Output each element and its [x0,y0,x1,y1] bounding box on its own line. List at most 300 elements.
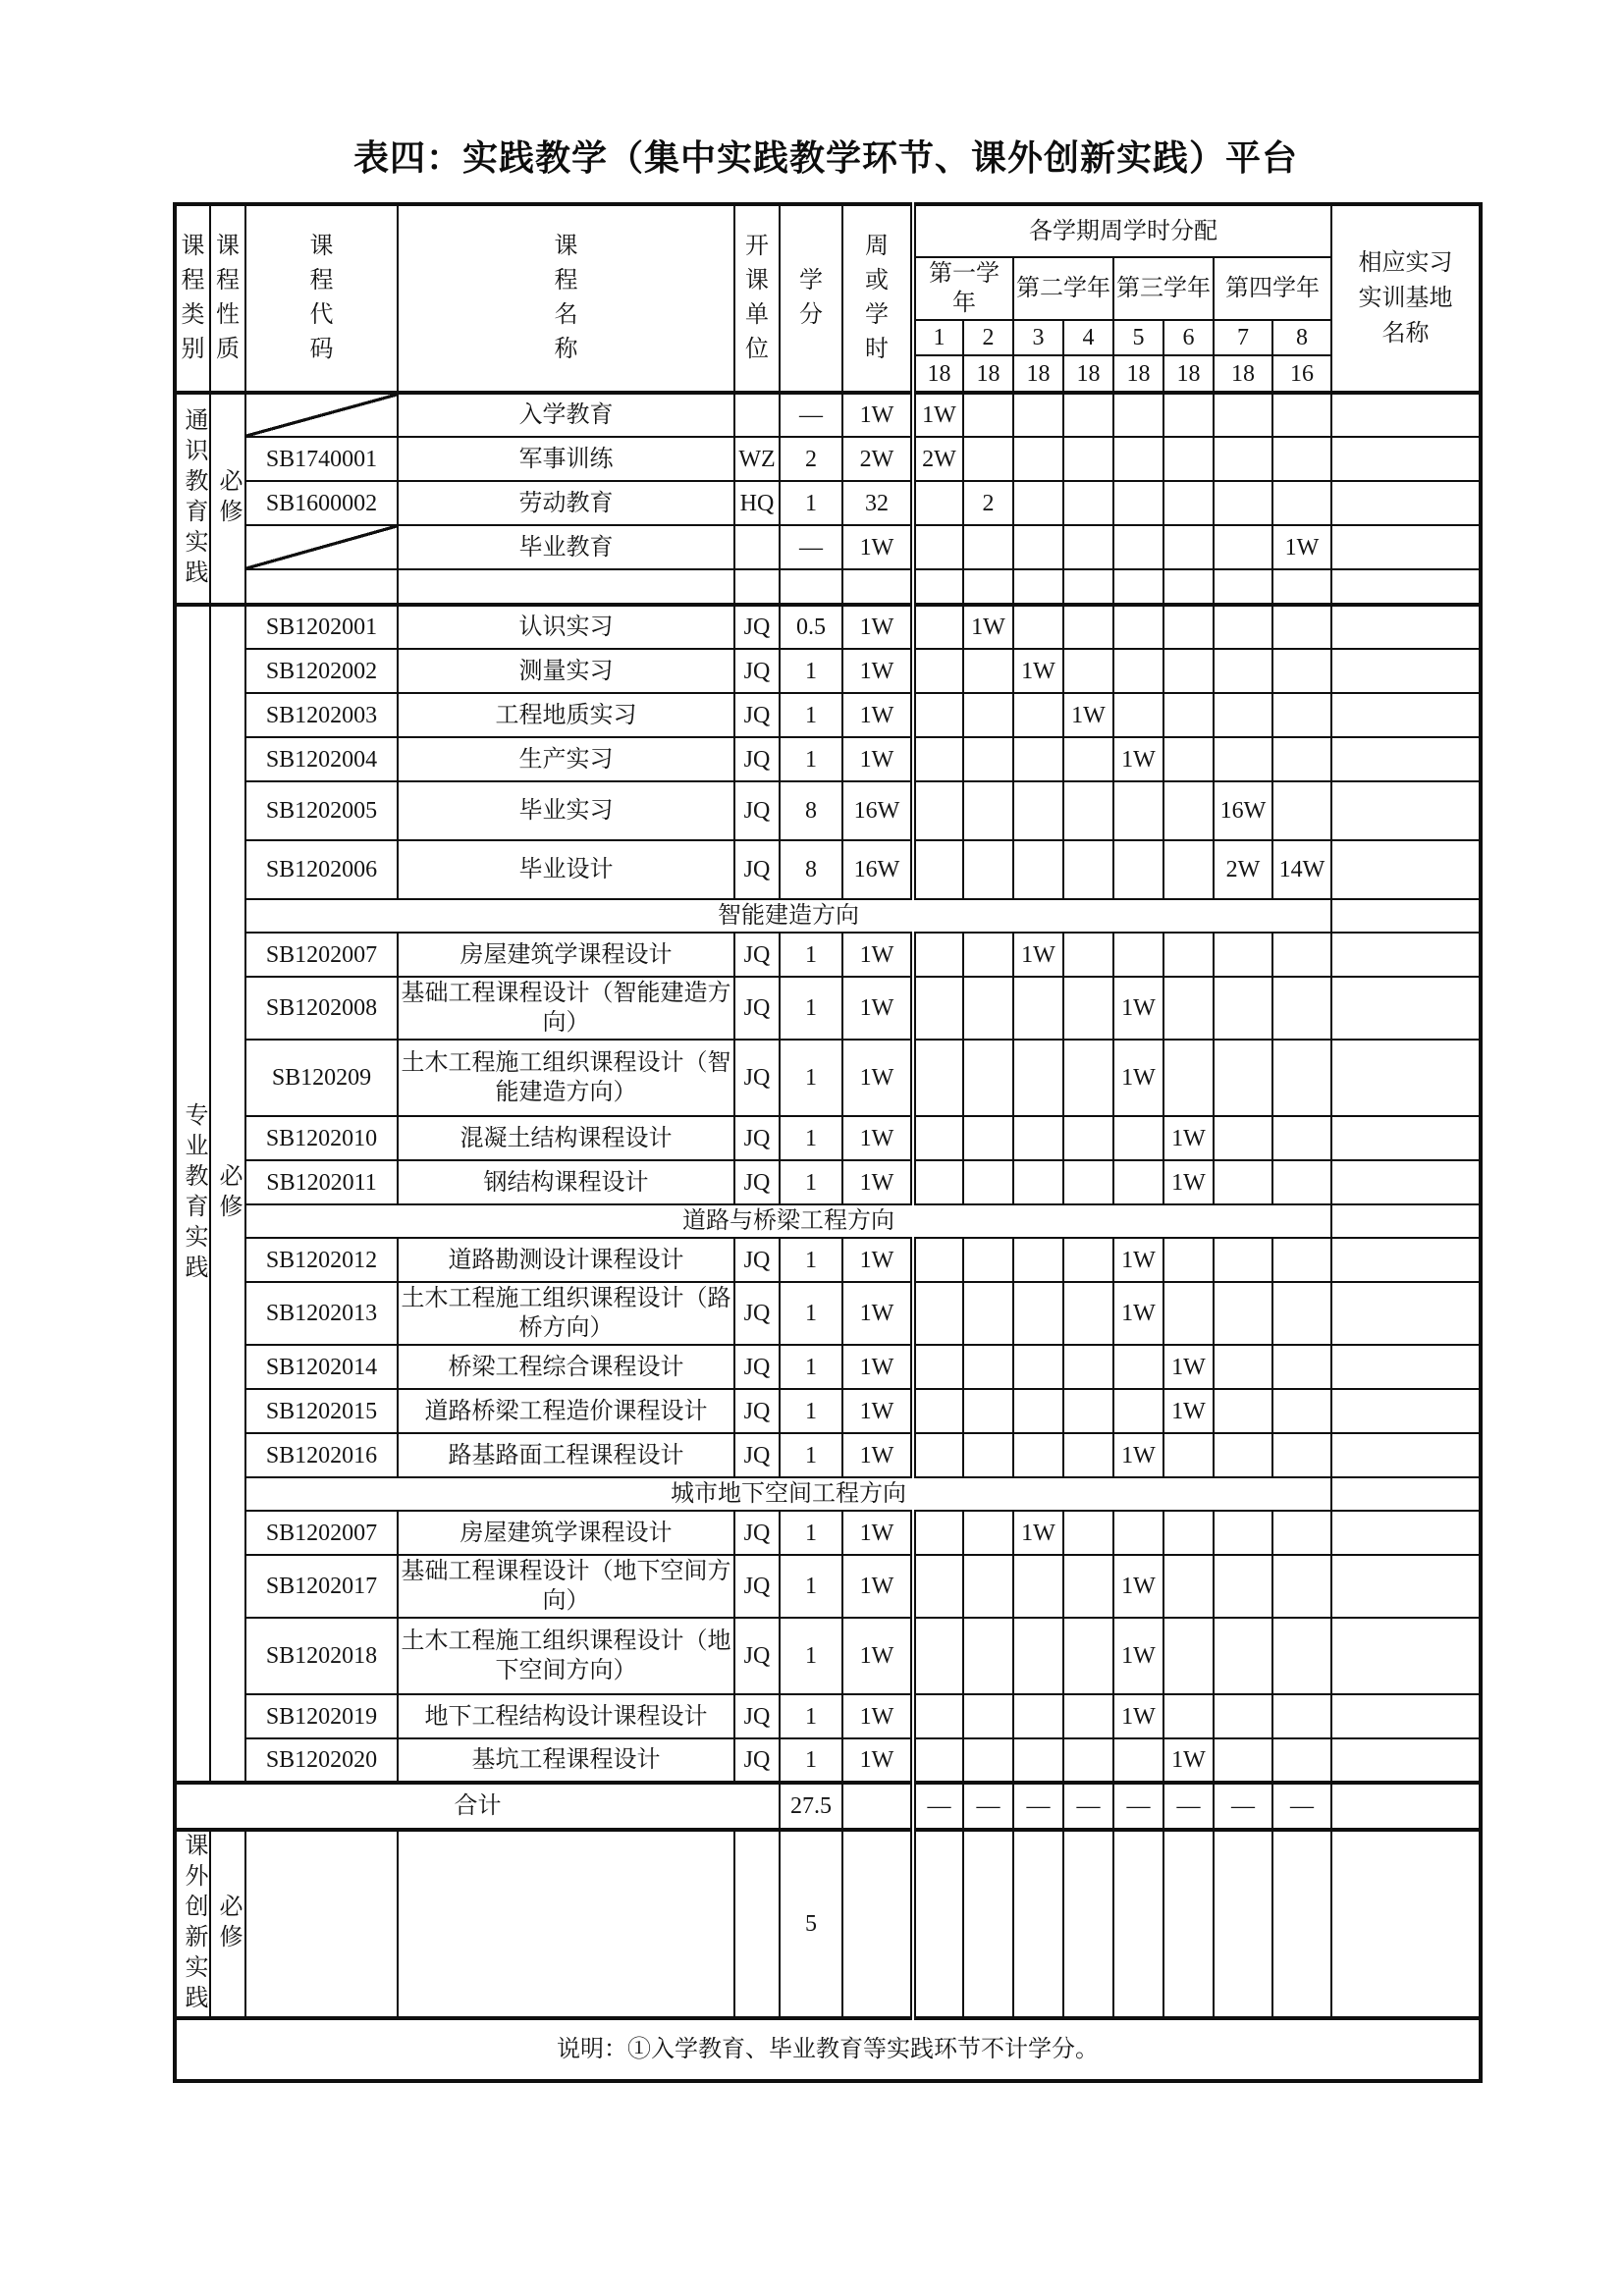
semester-4-cell [1063,481,1113,525]
hours-cell: 1W [842,1040,913,1116]
semester-7-cell [1214,1282,1272,1345]
credit-cell: 1 [780,481,842,525]
table-row [175,1694,1481,1738]
note-cell: 说明：①入学教育、毕业教育等实践环节不计学分。 [175,2018,1481,2081]
semester-6-cell [1163,1618,1214,1694]
semester-5-cell [1113,649,1163,693]
course-name-cell: 基础工程课程设计（智能建造方向） [398,977,734,1040]
nature-label [210,1830,245,2018]
semester-4-cell [1063,1389,1113,1433]
course-name-cell: 毕业设计 [398,840,734,899]
semester-1-cell [913,1389,963,1433]
training-base-cell [1331,1204,1481,1238]
semester-2-cell [963,649,1013,693]
course-code-cell: SB1600002 [245,481,398,525]
table-row [175,649,1481,693]
credit-cell: 1 [780,693,842,737]
semester-1-cell [913,1433,963,1477]
training-base-cell [1331,840,1481,899]
unit-cell: JQ [734,977,780,1040]
course-code-cell: SB1202016 [245,1433,398,1477]
semester-8-cell [1272,1830,1331,2018]
semester-7-cell [1214,1618,1272,1694]
training-base-cell [1331,933,1481,977]
semester-2-cell: 2 [963,481,1013,525]
semester-4-cell [1063,1830,1113,2018]
semester-3-cell [1013,1433,1063,1477]
table-row [175,781,1481,840]
unit-cell [734,1830,780,2018]
semester-3-cell [1013,605,1063,649]
divider-row [175,1477,1481,1511]
semester-5-cell [1113,693,1163,737]
semester-3-cell: 1W [1013,933,1063,977]
hours-cell: 1W [842,1116,913,1160]
semester-4-cell [1063,1738,1113,1783]
semester-1-cell [913,1040,963,1116]
semester-2-cell [963,1830,1013,2018]
semester-1-cell [913,649,963,693]
unit-cell: JQ [734,1282,780,1345]
semester-6-cell [1163,1433,1214,1477]
col-header-base-label: 相应实习实训基地名称 [1358,250,1453,347]
semester-8-cell [1272,393,1331,437]
course-code-cell: SB1202011 [245,1160,398,1204]
course-code-cell [245,1830,398,2018]
semester-5-cell: 1W [1113,1433,1163,1477]
course-code-cell: SB1202019 [245,1694,398,1738]
semester-4-cell [1063,933,1113,977]
training-base-cell [1331,1433,1481,1477]
total-semester-5-cell: — [1113,1783,1163,1830]
semester-1-cell [913,1694,963,1738]
semester-8-cell [1272,1389,1331,1433]
semester-1-cell [913,481,963,525]
semester-2-cell [963,1345,1013,1389]
course-name-cell: 土木工程施工组织课程设计（智能建造方向） [398,1040,734,1116]
semester-3-cell [1013,737,1063,781]
col-header-category-label: 课程类别 [181,234,205,362]
course-name-cell: 基坑工程课程设计 [398,1738,734,1783]
table-row [175,1238,1481,1282]
col-header-code-label: 课程代码 [309,234,334,362]
page-title: 表四：实践教学（集中实践教学环节、课外创新实践）平台 [352,137,1298,178]
nature-label [210,605,245,1783]
total-semester-6-cell: — [1163,1783,1214,1830]
semester-2-header: 2 [963,320,1013,355]
training-base-cell [1331,525,1481,569]
training-base-cell [1331,1282,1481,1345]
credit-cell: — [780,525,842,569]
course-name-cell: 毕业教育 [398,525,734,569]
semester-1-cell [913,840,963,899]
semester-6-cell [1163,1830,1214,2018]
semester-8-cell [1272,649,1331,693]
semester-6-cell [1163,437,1214,481]
credit-cell: 1 [780,1738,842,1783]
semester-7-cell [1214,393,1272,437]
semester-2-cell: 1W [963,605,1013,649]
semester-3-cell [1013,1389,1063,1433]
course-name-cell: 测量实习 [398,649,734,693]
semester-1-cell: 2W [913,437,963,481]
semester-4-cell [1063,1282,1113,1345]
semester-8-cell [1272,977,1331,1040]
credit-cell: 1 [780,1511,842,1555]
col-header-base [1331,204,1481,393]
hours-cell [842,569,913,605]
semester-1-cell [913,1618,963,1694]
course-name-cell: 钢结构课程设计 [398,1160,734,1204]
year-3-header: 第三学年 [1113,257,1214,320]
semester-3-cell [1013,977,1063,1040]
semester-5-cell [1113,1389,1163,1433]
total-semester-7-cell: — [1214,1783,1272,1830]
semester-7-cell [1214,1694,1272,1738]
table-row [175,437,1481,481]
hours-cell: 1W [842,1511,913,1555]
table-row [175,1040,1481,1116]
table-row [175,1116,1481,1160]
training-base-cell [1331,1830,1481,2018]
credit-cell: 1 [780,1345,842,1389]
semester-4-cell [1063,1694,1113,1738]
course-name-cell: 地下工程结构设计课程设计 [398,1694,734,1738]
semester-5-cell: 1W [1113,737,1163,781]
semester-1-cell [913,569,963,605]
training-base-cell [1331,977,1481,1040]
table-body [175,393,1481,2081]
weeks-2: 18 [963,355,1013,393]
table-row [175,1555,1481,1618]
unit-cell: JQ [734,1433,780,1477]
semester-8-cell [1272,1040,1331,1116]
hours-cell: 1W [842,1555,913,1618]
semester-7-header: 7 [1214,320,1272,355]
semester-4-cell [1063,569,1113,605]
semester-4-cell [1063,781,1113,840]
course-code-cell: SB1202004 [245,737,398,781]
semester-1-cell [913,1238,963,1282]
semester-6-cell [1163,569,1214,605]
total-semester-1-cell: — [913,1783,963,1830]
semester-2-cell [963,1040,1013,1116]
semester-6-cell [1163,393,1214,437]
semester-1-cell [913,1555,963,1618]
hours-cell: 1W [842,1618,913,1694]
table-row [175,605,1481,649]
course-name-cell: 路基路面工程课程设计 [398,1433,734,1477]
hours-cell: 1W [842,1282,913,1345]
semester-2-cell [963,1694,1013,1738]
unit-cell: JQ [734,1511,780,1555]
semester-8-cell [1272,1618,1331,1694]
semester-6-cell: 1W [1163,1389,1214,1433]
course-code-cell [245,393,398,437]
unit-cell: JQ [734,1555,780,1618]
semester-2-cell [963,693,1013,737]
semester-3-cell [1013,481,1063,525]
year-1-header: 第一学年 [913,257,1013,320]
semester-4-cell [1063,977,1113,1040]
semester-5-cell [1113,605,1163,649]
weeks-5: 18 [1113,355,1163,393]
semester-1-cell [913,525,963,569]
hours-cell: 1W [842,1738,913,1783]
semester-3-cell [1013,693,1063,737]
semester-2-cell [963,1433,1013,1477]
col-header-nature-label: 课程性质 [216,234,240,362]
course-name-cell: 毕业实习 [398,781,734,840]
semester-3-cell: 1W [1013,1511,1063,1555]
course-code-cell: SB1202010 [245,1116,398,1160]
total-semester-8-cell: — [1272,1783,1331,1830]
training-base-cell [1331,1511,1481,1555]
credit-cell: 5 [780,1830,842,2018]
semester-7-cell [1214,693,1272,737]
semester-5-cell: 1W [1113,1618,1163,1694]
credit-cell: 1 [780,1160,842,1204]
category-label [175,1830,210,2018]
credit-cell: 1 [780,649,842,693]
course-name-cell: 房屋建筑学课程设计 [398,933,734,977]
training-base-cell [1331,1694,1481,1738]
course-code-cell: SB1202002 [245,649,398,693]
semester-4-cell [1063,1116,1113,1160]
semester-2-cell [963,781,1013,840]
semester-7-cell [1214,605,1272,649]
training-base-cell [1331,1555,1481,1618]
weeks-8: 16 [1272,355,1331,393]
unit-cell: JQ [734,1160,780,1204]
semester-2-cell [963,1738,1013,1783]
course-name-cell [398,1830,734,2018]
semester-2-cell [963,1555,1013,1618]
training-base-cell [1331,1783,1481,1830]
course-code-cell: SB1202007 [245,933,398,977]
semester-7-cell [1214,1040,1272,1116]
hours-cell: 1W [842,693,913,737]
unit-cell: JQ [734,1345,780,1389]
training-base-cell [1331,1618,1481,1694]
course-name-cell: 道路桥梁工程造价课程设计 [398,1389,734,1433]
semester-6-cell [1163,1040,1214,1116]
semester-3-cell [1013,781,1063,840]
semester-8-cell [1272,1238,1331,1282]
semester-5-cell [1113,1160,1163,1204]
course-code-cell: SB120209 [245,1040,398,1116]
unit-cell: JQ [734,1694,780,1738]
table-row [175,481,1481,525]
total-label-cell: 合计 [175,1783,780,1830]
credit-cell: 1 [780,1116,842,1160]
category-label-text: 课外创新实践 [181,1833,206,2015]
semester-7-cell [1214,977,1272,1040]
col-header-hours-label: 周或学时 [865,234,889,362]
semester-6-cell [1163,1694,1214,1738]
semester-4-cell: 1W [1063,693,1113,737]
category-label [175,605,210,1783]
course-name-cell: 土木工程施工组织课程设计（地下空间方向） [398,1618,734,1694]
semester-2-cell [963,1160,1013,1204]
semester-7-cell [1214,1345,1272,1389]
course-code-cell: SB1202001 [245,605,398,649]
semester-4-cell [1063,525,1113,569]
table-row [175,1511,1481,1555]
course-name-cell: 生产实习 [398,737,734,781]
semester-8-cell: 14W [1272,840,1331,899]
course-name-cell: 房屋建筑学课程设计 [398,1511,734,1555]
total-credit-cell: 27.5 [780,1783,842,1830]
semester-1-cell [913,693,963,737]
training-base-cell [1331,693,1481,737]
semester-4-cell [1063,1433,1113,1477]
semester-1-cell [913,1345,963,1389]
hours-cell: 2W [842,437,913,481]
semester-7-cell [1214,1238,1272,1282]
semester-6-cell [1163,737,1214,781]
semester-8-cell [1272,1433,1331,1477]
semester-3-cell [1013,393,1063,437]
semester-8-cell [1272,1511,1331,1555]
semester-6-cell: 1W [1163,1116,1214,1160]
semester-6-cell [1163,1555,1214,1618]
training-base-cell [1331,1389,1481,1433]
unit-cell: JQ [734,737,780,781]
semester-5-cell [1113,1830,1163,2018]
semester-2-cell [963,525,1013,569]
table-row [175,569,1481,605]
semester-5-cell: 1W [1113,1040,1163,1116]
unit-cell: WZ [734,437,780,481]
table-row [175,977,1481,1040]
semester-3-cell [1013,1160,1063,1204]
semester-3-cell [1013,1618,1063,1694]
semester-6-cell [1163,1511,1214,1555]
semester-3-cell [1013,1830,1063,2018]
unit-cell: JQ [734,840,780,899]
credit-cell: 1 [780,1555,842,1618]
semester-2-cell [963,1238,1013,1282]
semester-2-cell [963,977,1013,1040]
credit-cell: 0.5 [780,605,842,649]
semester-2-cell [963,437,1013,481]
semester-7-cell [1214,1433,1272,1477]
course-name-cell: 入学教育 [398,393,734,437]
curriculum-table [173,202,1483,2083]
col-header-unit-label: 开课单位 [745,234,769,362]
hours-cell: 1W [842,393,913,437]
course-code-cell: SB1202020 [245,1738,398,1783]
table-row [175,1433,1481,1477]
semester-1-cell [913,781,963,840]
credit-cell: 1 [780,1618,842,1694]
course-code-cell: SB1202012 [245,1238,398,1282]
semester-2-cell [963,1282,1013,1345]
unit-cell: JQ [734,1618,780,1694]
semester-6-cell [1163,840,1214,899]
semester-8-cell [1272,781,1331,840]
semester-3-cell [1013,1238,1063,1282]
semester-8-cell [1272,569,1331,605]
unit-cell [734,569,780,605]
course-code-cell: SB1202005 [245,781,398,840]
semester-5-cell: 1W [1113,1694,1163,1738]
semester-5-cell [1113,393,1163,437]
semester-4-cell [1063,1555,1113,1618]
semester-8-cell [1272,933,1331,977]
table-row [175,1160,1481,1204]
course-code-cell: SB1202017 [245,1555,398,1618]
semester-8-cell [1272,1694,1331,1738]
course-name-cell: 工程地质实习 [398,693,734,737]
semester-6-cell [1163,649,1214,693]
semester-6-cell [1163,977,1214,1040]
hours-cell: 16W [842,781,913,840]
semester-5-cell: 1W [1113,1238,1163,1282]
semester-2-cell [963,1116,1013,1160]
training-base-cell [1331,437,1481,481]
semester-5-cell [1113,1738,1163,1783]
nature-label-text: 必修 [215,468,241,529]
semester-2-cell [963,1618,1013,1694]
nature-label-text: 必修 [215,1163,241,1224]
semester-3-cell [1013,1738,1063,1783]
training-base-cell [1331,1116,1481,1160]
semester-4-cell [1063,649,1113,693]
unit-cell: JQ [734,1738,780,1783]
course-name-cell: 军事训练 [398,437,734,481]
semester-3-cell [1013,437,1063,481]
semester-4-cell [1063,1160,1113,1204]
unit-cell: JQ [734,933,780,977]
semester-4-cell [1063,1345,1113,1389]
semester-6-cell [1163,1282,1214,1345]
semester-6-cell: 1W [1163,1160,1214,1204]
course-name-cell: 基础工程课程设计（地下空间方向） [398,1555,734,1618]
semester-1-header: 1 [913,320,963,355]
credit-cell: 8 [780,781,842,840]
semester-5-cell: 1W [1113,1555,1163,1618]
hours-cell: 1W [842,1238,913,1282]
training-base-cell [1331,1345,1481,1389]
year-4-header: 第四学年 [1214,257,1331,320]
weeks-7: 18 [1214,355,1272,393]
col-header-credit-label: 学分 [799,268,823,328]
category-label-text: 通识教育实践 [181,407,206,590]
semester-6-cell [1163,693,1214,737]
training-base-cell [1331,1040,1481,1116]
semester-8-cell: 1W [1272,525,1331,569]
semester-3-cell [1013,840,1063,899]
weeks-3: 18 [1013,355,1063,393]
semester-7-cell [1214,569,1272,605]
table-row [175,693,1481,737]
semester-7-cell [1214,649,1272,693]
unit-cell: JQ [734,1040,780,1116]
course-code-cell: SB1202015 [245,1389,398,1433]
training-base-cell [1331,781,1481,840]
course-name-cell: 土木工程施工组织课程设计（路桥方向） [398,1282,734,1345]
col-header-code [245,204,398,393]
semester-4-cell [1063,605,1113,649]
semester-2-cell [963,737,1013,781]
total-semester-4-cell: — [1063,1783,1113,1830]
semester-8-cell [1272,1160,1331,1204]
hours-cell: 1W [842,977,913,1040]
nature-label [210,393,245,605]
semester-7-cell [1214,437,1272,481]
